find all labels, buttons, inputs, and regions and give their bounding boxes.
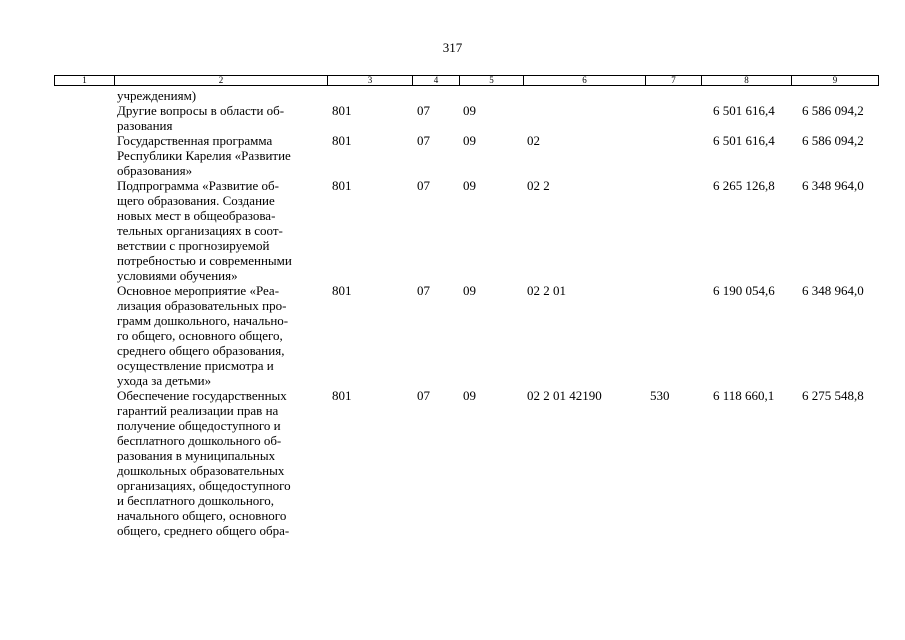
row-name-line: начального общего, основного bbox=[117, 508, 287, 523]
row-cell-col-8: 6 190 054,6 bbox=[713, 283, 775, 298]
row-cell-col-3: 801 bbox=[332, 133, 352, 148]
column-header-4: 4 bbox=[412, 76, 459, 85]
row-name-line: гарантий реализации прав на bbox=[117, 403, 279, 418]
column-header-1: 1 bbox=[82, 75, 87, 85]
row-name-line: Другие вопросы в области об- bbox=[117, 103, 285, 118]
row-name-line: образования» bbox=[117, 163, 193, 178]
row-name-line: и бесплатного дошкольного, bbox=[117, 493, 275, 508]
row-cell-col-3: 801 bbox=[332, 388, 352, 403]
row-cell-col-6: 02 2 01 bbox=[527, 283, 566, 298]
row-name-line: ухода за детьми» bbox=[117, 373, 212, 388]
row-name-line: общего, среднего общего обра- bbox=[117, 523, 290, 538]
row-cell-col-4: 07 bbox=[417, 283, 430, 298]
row-cell-col-9: 6 348 964,0 bbox=[802, 283, 864, 298]
row-name bbox=[117, 88, 327, 103]
row-name-line: организациях, общедоступного bbox=[117, 478, 291, 493]
row-cell-col-4: 07 bbox=[417, 103, 430, 118]
row-name-line: Основное мероприятие «Реа- bbox=[117, 283, 280, 298]
row-name-line: щего образования. Создание bbox=[117, 193, 275, 208]
row-name-line: тельных организациях в соот- bbox=[117, 223, 283, 238]
row-name-line: го общего, основного общего, bbox=[117, 328, 283, 343]
row-cell-col-5: 09 bbox=[463, 103, 476, 118]
table-row bbox=[0, 178, 905, 283]
row-name-line: Подпрограмма «Развитие об- bbox=[117, 178, 279, 193]
column-header-2: 2 bbox=[114, 76, 327, 85]
row-cell-col-3: 801 bbox=[332, 283, 352, 298]
table-row bbox=[0, 388, 905, 538]
row-name-line: учреждениям) bbox=[117, 88, 197, 103]
row-cell-col-4: 07 bbox=[417, 388, 430, 403]
row-cell-col-9: 6 586 094,2 bbox=[802, 103, 864, 118]
row-name-line: условиями обучения» bbox=[117, 268, 238, 283]
row-cell-col-3: 801 bbox=[332, 178, 352, 193]
row-cell-col-8: 6 501 616,4 bbox=[713, 133, 775, 148]
table-column-header bbox=[54, 75, 879, 86]
row-name-line: получение общедоступного и bbox=[117, 418, 281, 433]
row-name-line: разования в муниципальных bbox=[117, 448, 276, 463]
row-cell-col-9: 6 586 094,2 bbox=[802, 133, 864, 148]
table-row bbox=[0, 103, 905, 133]
row-name-line: лизация образовательных про- bbox=[117, 298, 287, 313]
row-cell-col-8: 6 265 126,8 bbox=[713, 178, 775, 193]
row-name bbox=[117, 103, 327, 133]
row-cell-col-6: 02 2 bbox=[527, 178, 550, 193]
row-cell-col-5: 09 bbox=[463, 133, 476, 148]
row-cell-col-3: 801 bbox=[332, 103, 352, 118]
row-name-line: новых мест в общеобразова- bbox=[117, 208, 276, 223]
row-name-line: бесплатного дошкольного об- bbox=[117, 433, 282, 448]
column-header-9: 9 bbox=[791, 76, 878, 85]
table-row bbox=[0, 133, 905, 178]
row-name bbox=[117, 283, 327, 388]
row-cell-col-7: 530 bbox=[650, 388, 670, 403]
page-number: 317 bbox=[442, 40, 463, 55]
row-cell-col-4: 07 bbox=[417, 178, 430, 193]
row-name-line: разования bbox=[117, 118, 173, 133]
row-cell-col-8: 6 501 616,4 bbox=[713, 103, 775, 118]
row-name-line: грамм дошкольного, начально- bbox=[117, 313, 289, 328]
row-cell-col-5: 09 bbox=[463, 283, 476, 298]
table-row bbox=[0, 88, 905, 103]
row-name-line: Государственная программа bbox=[117, 133, 273, 148]
row-cell-col-5: 09 bbox=[463, 178, 476, 193]
row-name-line: Республики Карелия «Развитие bbox=[117, 148, 291, 163]
table-body bbox=[0, 88, 905, 538]
row-name-line: дошкольных образовательных bbox=[117, 463, 285, 478]
row-cell-col-9: 6 348 964,0 bbox=[802, 178, 864, 193]
row-cell-col-5: 09 bbox=[463, 388, 476, 403]
row-cell-col-8: 6 118 660,1 bbox=[713, 388, 775, 403]
row-cell-col-6: 02 bbox=[527, 133, 540, 148]
row-name-line: потребностью и современными bbox=[117, 253, 292, 268]
column-header-5: 5 bbox=[459, 76, 523, 85]
column-header-8: 8 bbox=[701, 76, 791, 85]
column-header-6: 6 bbox=[523, 76, 645, 85]
row-name-line: Обеспечение государственных bbox=[117, 388, 287, 403]
row-name bbox=[117, 388, 327, 538]
column-header-3: 3 bbox=[327, 76, 412, 85]
column-header-7: 7 bbox=[645, 76, 701, 85]
row-cell-col-6: 02 2 01 42190 bbox=[527, 388, 602, 403]
table-row bbox=[0, 283, 905, 388]
row-cell-col-9: 6 275 548,8 bbox=[802, 388, 864, 403]
row-name-line: среднего общего образования, bbox=[117, 343, 285, 358]
row-name-line: осуществление присмотра и bbox=[117, 358, 274, 373]
row-cell-col-4: 07 bbox=[417, 133, 430, 148]
row-name-line: ветствии с прогнозируемой bbox=[117, 238, 270, 253]
row-name bbox=[117, 133, 327, 178]
row-name bbox=[117, 178, 327, 283]
